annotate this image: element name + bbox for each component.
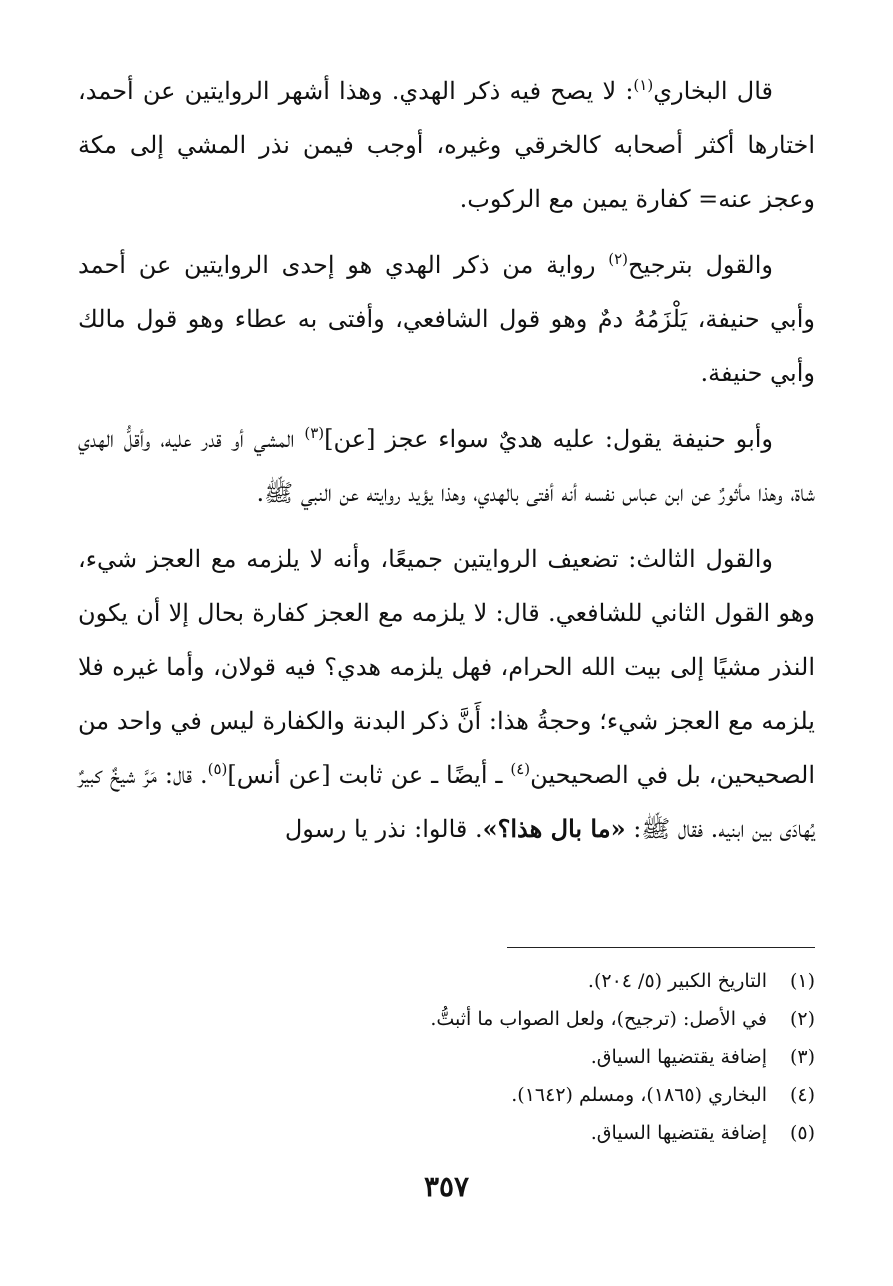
- footnote: [78, 1076, 815, 1114]
- footnote-text: إضافة يقتضيها السياق.: [590, 1046, 767, 1068]
- text-segment: ـ أيضًا ـ عن ثابت [عن أنس]: [227, 761, 511, 789]
- text-segment: قال البخاري: [653, 77, 773, 105]
- footnote-number: (٥): [789, 1122, 815, 1144]
- footnote: [78, 1000, 815, 1038]
- footnote-marker: (٣): [304, 424, 325, 442]
- paragraph: [78, 412, 815, 520]
- paragraph: [78, 64, 815, 226]
- text-segment: وأبو حنيفة يقول: عليه هديٌ سواء عجز [عن]: [324, 425, 774, 453]
- footnote-divider: [507, 947, 815, 948]
- paragraph: [78, 238, 815, 400]
- footnote-text: البخاري (١٨٦٥)، ومسلم (١٦٤٢).: [511, 1084, 767, 1106]
- text-segment: والقول بترجيح: [627, 251, 773, 279]
- footnote-number: (٣): [789, 1046, 815, 1068]
- footnote: [78, 962, 815, 1000]
- text-segment: المشي أو قدر عليه، وأقلُّ الهدي شاة، وهذا مأثورٌ عن ابن عباس نفسه أنه أفتى بالهدي، وهذا يؤيد روايته عن النبي ﷺ.: [78, 425, 815, 507]
- footnote-number: (٤): [789, 1084, 815, 1106]
- footnote-text: إضافة يقتضيها السياق.: [590, 1122, 767, 1144]
- text-segment: . قال: مَرَّ شيخٌ كبيرٌ يُهادَى بين ابنيه. فقال ﷺ:: [78, 761, 815, 843]
- text-segment: رواية من ذكر الهدي هو إحدى الروايتين عن أحمد وأبي حنيفة، يَلْزَمُهُ دمٌ وهو قول الشافعي، وأفتى به عطاء وهو قول مالك وأبي حنيفة.: [78, 251, 815, 387]
- text-segment: . قالوا: نذر يا رسول: [284, 815, 483, 843]
- footnote-marker: (٤): [510, 760, 531, 778]
- text-segment: : لا يصح فيه ذكر الهدي. وهذا أشهر الروايتين عن أحمد، اختارها أكثر أصحابه كالخرقي وغيره، أوجب فيمن نذر المشي إلى مكة وعجز عنه= كفارة يمين مع الركوب.: [78, 77, 815, 213]
- main-text: [78, 64, 815, 868]
- footnote-marker: (٥): [207, 760, 228, 778]
- paragraph: [78, 532, 815, 856]
- footnote-text: في الأصل: (ترجيح)، ولعل الصواب ما أثبتُّ.: [430, 1008, 767, 1030]
- footnote: [78, 1038, 815, 1076]
- text-segment: والقول الثالث: تضعيف الروايتين جميعًا، وأنه لا يلزمه مع العجز شيء، وهو القول الثاني للشافعي. قال: لا يلزمه مع العجز كفارة بحال إلا أن يكون النذر مشيًا إلى بيت الله الحرام، فهل يلزمه هدي؟ فيه قولان، وأما غيره فلا يلزمه مع العجز شيء؛ وحجةُ هذا: أَنَّ ذكر البدنة والكفارة ليس في واحد من الصحيحين، بل في الصحيحين: [78, 545, 816, 789]
- footnote-marker: (١): [633, 76, 654, 94]
- footnote: [78, 1114, 815, 1152]
- footnote-number: (١): [789, 970, 815, 992]
- page-number: ٣٥٧: [423, 1170, 470, 1203]
- footnote-text: التاريخ الكبير (٥/ ٢٠٤).: [587, 970, 767, 992]
- footnote-marker: (٢): [608, 250, 628, 268]
- footnotes: [78, 962, 815, 1152]
- hadith-quote: «ما بال هذا؟»: [482, 814, 626, 843]
- footnote-number: (٢): [789, 1008, 815, 1030]
